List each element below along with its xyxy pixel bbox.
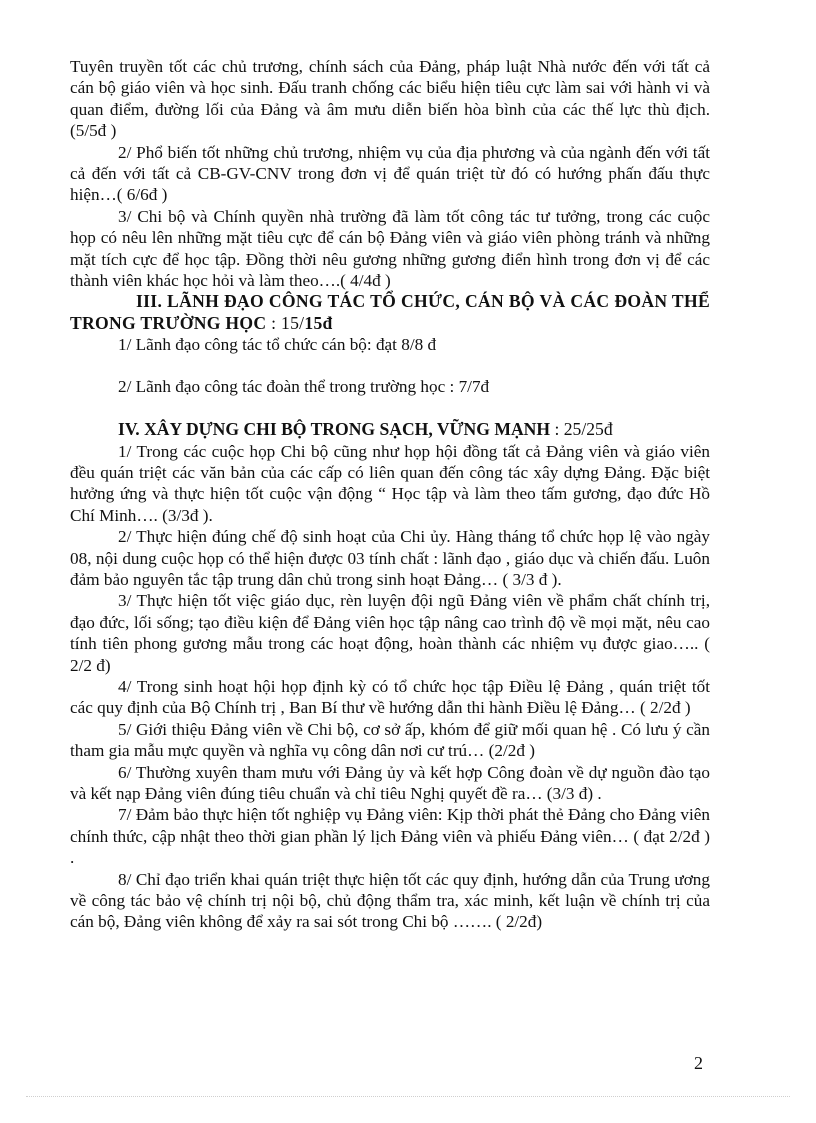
paragraph-propaganda: Tuyên truyền tốt các chủ trương, chính sách của Đảng, pháp luật Nhà nước đến với tất cả cán bộ giáo viên và học sinh. Đấu tranh chống các biểu hiện tiêu cực làm sai với hành vi và quan điểm, đường lối của Đảng và âm mưu diễn biến hòa bình của các thế lực thù địch. (5/5đ ) [70,57,710,141]
section-3-score-total: 15đ [304,312,333,333]
section-4-item-7: 7/ Đảm bảo thực hiện tốt nghiệp vụ Đảng viên: Kịp thời phát thẻ Đảng cho Đảng viên chính thức, cập nhật theo thời gian phần lý lịch Đảng viên và phiếu Đảng viên… ( đạt 2/2đ ) . [70,805,710,868]
section-4-score: : 25/25đ [550,419,613,440]
section-3-item-1: 1/ Lãnh đạo công tác tổ chức cán bộ: đạt 8/8 đ [118,335,437,355]
section-3-score-prefix: : 15/ [266,312,305,333]
section-4-item-6: 6/ Thường xuyên tham mưu với Đảng ủy và kết hợp Công đoàn về dự nguồn đào tạo và kết nạp Đảng viên đúng tiêu chuẩn và chỉ tiêu Nghị quyết đề ra… (3/3 đ) . [70,762,710,803]
paragraph-item-3: 3/ Chi bộ và Chính quyền nhà trường đã làm tốt công tác tư tưởng, trong các cuộc họp có nêu lên những mặt tiêu cực để cán bộ Đảng viên và giáo viên phòng tránh và những mặt tích cực để học tập. Đồng thời nêu gương những gương điển hình trong đơn vị để các thành viên khác học hỏi và làm theo….( 4/4đ ) [70,206,710,291]
section-4-item-3: 3/ Thực hiện tốt việc giáo dục, rèn luyện đội ngũ Đảng viên về phẩm chất chính trị, đạo đức, lối sống; tạo điều kiện để Đảng viên học tập nâng cao trình độ về mọi mặt, nêu cao tính tiên phong gương mẫu trong các hoạt động, hoàn thành các nhiệm vụ được giao….. ( 2/2 đ) [70,591,710,675]
section-3-title: III. LÃNH ĐẠO CÔNG TÁC TỔ CHỨC, CÁN BỘ VÀ CÁC ĐOÀN THỂ TRONG TRƯỜNG HỌC [70,291,710,333]
section-4-item-8: 8/ Chỉ đạo triển khai quán triệt thực hiện tốt các quy định, hướng dẫn của Trung ương về công tác bảo vệ chính trị nội bộ, chủ động thẩm tra, xác minh, kết luận về chính trị của cán bộ, Đảng viên không để xảy ra sai sót trong Chi bộ ……. ( 2/2đ) [70,869,710,932]
section-4-item-1: 1/ Trong các cuộc họp Chi bộ cũng như họp hội đồng tất cả Đảng viên và giáo viên đều quán triệt các văn bản của các cấp có liên quan đến công tác xây dựng Đảng. Đặc biệt hưởng ứng và thực hiện tốt cuộc vận động “ Học tập và làm theo tấm gương, đạo đức Hồ Chí Minh…. (3/3đ ). [70,441,710,525]
section-3-item-2: 2/ Lãnh đạo công tác đoàn thể trong trường học : 7/7đ [118,376,490,396]
paragraph-item-2: 2/ Phổ biến tốt những chủ trương, nhiệm vụ của địa phương và của ngành đến với tất cả đến với tất cả CB-GV-CNV trong đơn vị để quán triệt từ đó có hướng phấn đấu thực hiện…( 6/6đ ) [70,142,710,205]
section-4-item-5: 5/ Giới thiệu Đảng viên về Chi bộ, cơ sở ấp, khóm để giữ mối quan hệ . Có lưu ý cần tham gia mẫu mực quyền và nghĩa vụ công dân nơi cư trú… (2/2đ ) [70,719,710,761]
page-number: 2 [694,1053,703,1073]
page-bottom-divider [26,1096,790,1097]
section-4-title: IV. XÂY DỰNG CHI BỘ TRONG SẠCH, VỮNG MẠNH [118,419,551,440]
section-3-heading [70,291,710,334]
section-4-item-4: 4/ Trong sinh hoạt hội họp định kỳ có tổ chức học tập Điều lệ Đảng , quán triệt tốt các quy định của Bộ Chính trị , Ban Bí thư về hướng dẫn thi hành Điều lệ Đảng… ( 2/2đ ) [70,676,710,718]
section-4-heading [70,419,710,440]
document-body [70,56,710,933]
section-4-item-2: 2/ Thực hiện đúng chế độ sinh hoạt của Chi ủy. Hàng tháng tổ chức họp lệ vào ngày 08, nội dung cuộc họp có thể hiện được 03 tính chất : lãnh đạo , giáo dục và chiến đấu. Luôn đảm bảo nguyên tắc tập trung dân chủ trong sinh hoạt Đảng… ( 3/3 đ ). [70,527,710,589]
